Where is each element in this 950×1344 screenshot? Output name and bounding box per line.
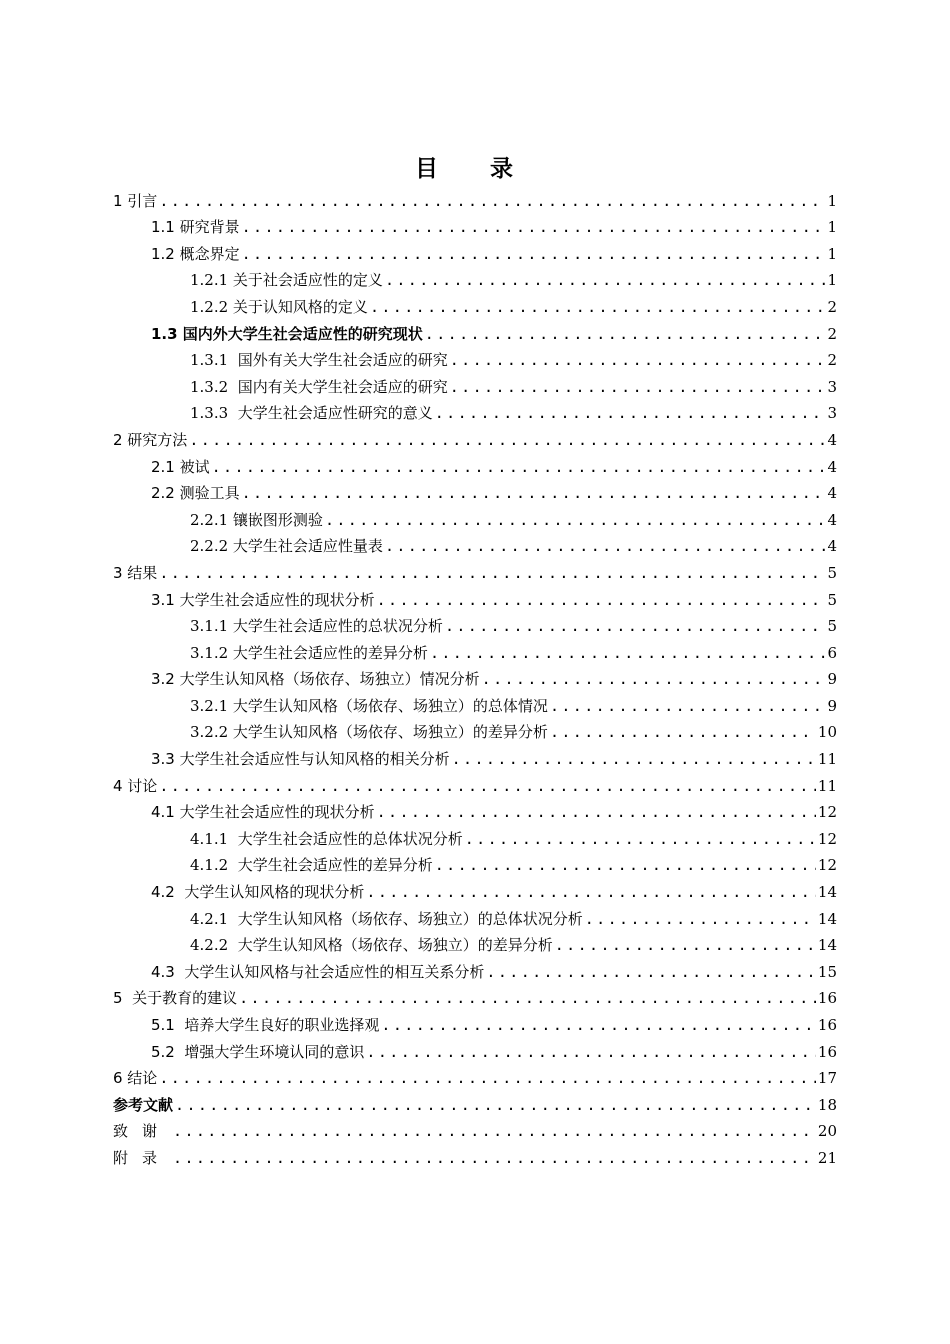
toc-entry-page-number: 4 [827,537,837,556]
dot-leader [385,271,826,289]
toc-entry-label: 4.1.2 大学生社会适应性的差异分析 [190,856,433,875]
toc-entry [113,662,837,689]
toc-entry-label: 3.2 大学生认知风格（场依存、场独立）情况分析 [151,670,480,689]
toc-entry-page-number: 18 [817,1095,837,1114]
toc-entry-page-number: 2 [827,351,837,370]
toc-entry-label: 1 引言 [113,191,158,210]
toc-entry [113,635,837,662]
toc-entry-label: 4.2.1 大学生认知风格（场依存、场独立）的总体状况分析 [190,909,583,928]
toc-entry [113,396,837,423]
dot-leader [370,298,826,316]
toc-entry-page-number: 3 [827,377,837,396]
toc-entry-label: 4.2 大学生认知风格的现状分析 [151,883,365,902]
dot-leader [159,1069,816,1087]
toc-entry-label: 4.1.1 大学生社会适应性的总体状况分析 [190,829,463,848]
dot-leader [325,511,826,529]
toc-entry [113,848,837,875]
toc-entry-label: 参考文献 [113,1095,174,1114]
toc-entry [113,688,837,715]
toc-entry-page-number: 17 [817,1069,837,1088]
toc-entry [113,768,837,795]
toc-entry-label: 4.1 大学生社会适应性的现状分析 [151,803,375,822]
toc-entry [113,1007,837,1034]
toc-entry-page-number: 16 [817,1016,837,1034]
toc-entry [113,1034,837,1061]
toc-entry-page-number: 14 [817,936,837,955]
dot-leader [159,192,825,210]
toc-entry-label: 1.3.1 国外有关大学生社会适应的研究 [190,351,448,370]
toc-entry-label: 致谢 [113,1122,172,1141]
dot-leader [366,1043,816,1061]
toc-entry [113,1061,837,1088]
dot-leader [450,378,826,396]
toc-entry-page-number: 5 [827,590,837,609]
dot-leader [381,1016,816,1034]
toc-entry-label: 3.1.2 大学生社会适应性的差异分析 [190,643,428,662]
toc-entry-label: 1.3.3 大学生社会适应性研究的意义 [190,404,433,423]
dot-leader [242,484,826,502]
dot-leader [239,989,816,1007]
toc-entry-label: 1.3.2 国内有关大学生社会适应的研究 [190,377,448,396]
toc-entry [113,1140,837,1167]
toc-entry-label: 4.2.2 大学生认知风格（场依存、场独立）的差异分析 [190,936,553,955]
toc-entry-page-number: 21 [817,1148,837,1167]
toc-entry-label: 附录 [113,1148,172,1167]
toc-entry [113,289,837,316]
dot-leader [366,883,816,901]
toc-entry-label: 3.2.1 大学生认知风格（场依存、场独立）的总体情况 [190,696,548,715]
dot-leader [435,856,816,874]
toc-entry-label: 1.2.1 关于社会适应性的定义 [190,271,383,290]
toc-entry-label: 5.2 增强大学生环境认同的意识 [151,1042,365,1061]
toc-entry-page-number: 9 [827,696,837,715]
toc-entry [113,1114,837,1141]
toc-entry-label: 2.2 测验工具 [151,484,240,503]
table-of-contents [113,183,837,1167]
toc-entry-page-number: 1 [827,191,837,210]
toc-entry-page-number: 5 [827,563,837,582]
toc-entry-label: 1.2.2 关于认知风格的定义 [190,297,368,316]
toc-entry-page-number: 16 [817,989,837,1008]
toc-entry [113,1087,837,1114]
dot-leader [173,1149,816,1167]
dot-leader [385,537,826,555]
toc-entry-page-number: 20 [817,1122,837,1141]
toc-entry [113,476,837,503]
toc-entry [113,715,837,742]
toc-entry [113,236,837,263]
toc-entry [113,316,837,343]
toc-entry-page-number: 12 [817,803,837,822]
toc-entry-page-number: 11 [817,750,837,769]
toc-entry-page-number: 2 [827,297,837,316]
toc-entry-label: 3.2.2 大学生认知风格（场依存、场独立）的差异分析 [190,723,548,742]
dot-leader [555,936,816,954]
toc-entry-page-number: 6 [827,643,837,662]
dot-leader [465,830,816,848]
dot-leader [550,723,816,741]
toc-entry-label: 3.3 大学生社会适应性与认知风格的相关分析 [151,750,450,769]
toc-entry [113,529,837,556]
toc-entry-label: 1.1 研究背景 [151,218,240,237]
dot-leader [452,750,816,768]
toc-entry-label: 3 结果 [113,563,158,582]
dot-leader [175,1096,816,1114]
toc-entry [113,981,837,1008]
toc-entry-page-number: 2 [827,324,837,343]
dot-leader [425,325,826,343]
toc-entry [113,928,837,955]
dot-leader [377,803,816,821]
toc-entry [113,741,837,768]
toc-entry [113,609,837,636]
toc-entry-label: 2.1 被试 [151,457,210,476]
toc-entry-page-number: 12 [817,829,837,848]
dot-leader [450,351,826,369]
dot-leader [550,697,826,715]
toc-entry-page-number: 11 [817,776,837,795]
toc-entry-label: 4.3 大学生认知风格与社会适应性的相互关系分析 [151,962,485,981]
toc-entry-page-number: 9 [827,670,837,689]
toc-entry-page-number: 4 [827,510,837,529]
toc-entry [113,183,837,210]
toc-entry-label: 6 结论 [113,1069,158,1088]
dot-leader [435,404,826,422]
toc-entry-page-number: 14 [817,883,837,902]
toc-entry [113,449,837,476]
dot-leader [159,564,825,582]
dot-leader [212,458,826,476]
toc-entry-label: 2.2.2 大学生社会适应性量表 [190,537,383,556]
toc-entry-page-number: 4 [827,430,837,449]
toc-entry-label: 2 研究方法 [113,430,188,449]
toc-entry-label: 1.2 概念界定 [151,244,240,263]
toc-entry-page-number: 15 [817,962,837,981]
toc-entry [113,343,837,370]
toc-entry-page-number: 3 [827,404,837,423]
dot-leader [242,245,826,263]
toc-entry-label: 5 关于教育的建议 [113,989,238,1008]
dot-leader [377,591,826,609]
dot-leader [430,644,826,662]
toc-entry [113,263,837,290]
toc-entry-label: 3.1.1 大学生社会适应性的总状况分析 [190,617,443,636]
toc-entry [113,210,837,237]
toc-entry-label: 1.3 国内外大学生社会适应性的研究现状 [151,324,423,343]
toc-entry [113,422,837,449]
toc-entry [113,369,837,396]
toc-entry [113,821,837,848]
toc-entry [113,582,837,609]
toc-entry-label: 3.1 大学生社会适应性的现状分析 [151,590,375,609]
toc-entry-page-number: 4 [827,457,837,476]
toc-entry-label: 2.2.1 镶嵌图形测验 [190,510,323,529]
dot-leader [486,963,816,981]
toc-entry [113,901,837,928]
toc-entry-page-number: 12 [817,856,837,875]
dot-leader [585,910,816,928]
dot-leader [445,617,826,635]
toc-entry [113,555,837,582]
toc-entry-page-number: 1 [827,244,837,263]
toc-entry-page-number: 10 [817,723,837,742]
toc-entry-page-number: 1 [827,218,837,237]
dot-leader [159,777,816,795]
toc-entry [113,954,837,981]
toc-entry-label: 4 讨论 [113,776,158,795]
dot-leader [482,670,826,688]
toc-entry-page-number: 16 [817,1042,837,1061]
toc-entry [113,795,837,822]
toc-entry-page-number: 5 [827,617,837,636]
toc-entry-page-number: 1 [827,271,837,290]
toc-entry [113,502,837,529]
dot-leader [189,431,825,449]
toc-entry-page-number: 4 [827,484,837,503]
toc-entry [113,874,837,901]
dot-leader [242,218,826,236]
dot-leader [173,1122,816,1140]
page-title: 目 录 [414,156,535,182]
toc-entry-label: 5.1 培养大学生良好的职业选择观 [151,1016,380,1034]
toc-entry-page-number: 14 [817,909,837,928]
